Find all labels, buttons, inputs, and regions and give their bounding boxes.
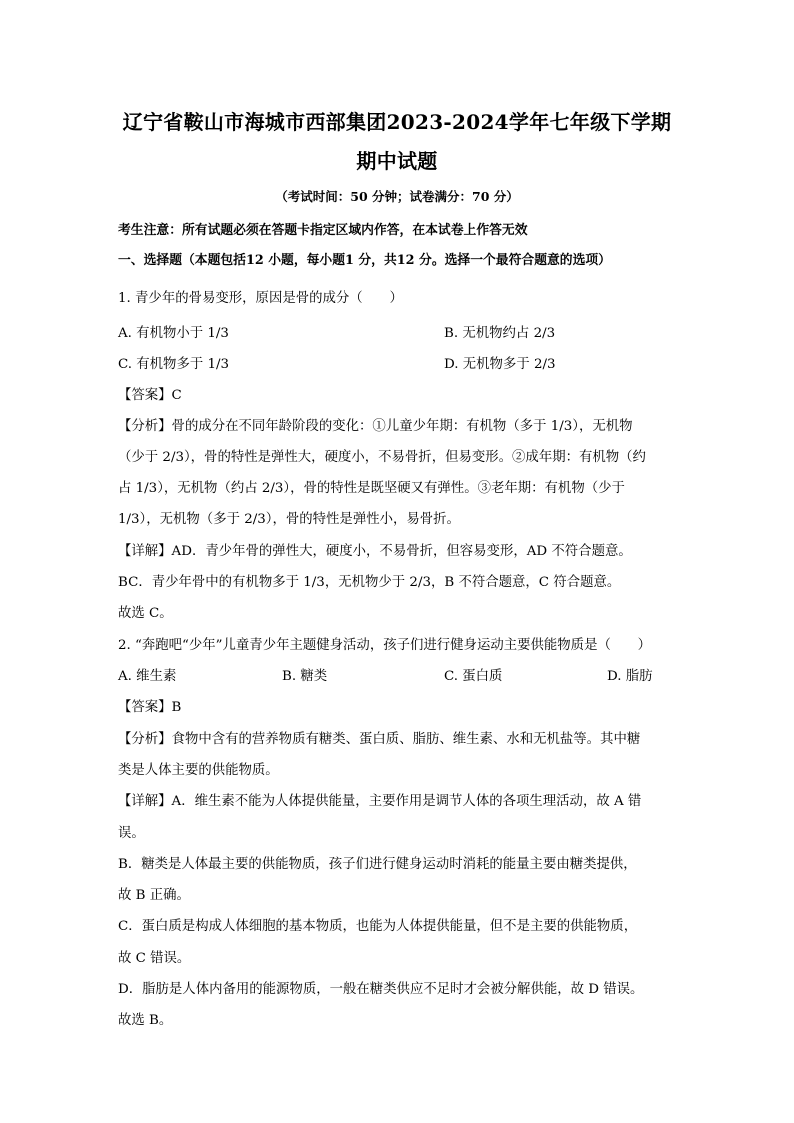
- q2-detail-line: D．脂肪是人体内备用的能源物质，一般在糖类供应不足时才会被分解供能，故 D 错误。: [118, 982, 644, 997]
- q1-analysis-line: 1/3），无机物（多于 2/3），骨的特性是弹性小，易骨折。: [118, 512, 460, 527]
- q1-detail-line: BC．青少年骨中的有机物多于 1/3，无机物少于 2/3，B 不符合题意，C 符合题意。: [118, 575, 621, 590]
- q2-detail-line: 故选 B。: [118, 1013, 173, 1028]
- q1-analysis-line: 占 1/3），无机物（约占 2/3），骨的特性是既坚硬又有弹性。③老年期：有机物（少于: [118, 481, 625, 496]
- q1-analysis-line: （少于 2/3），骨的特性是弹性大，硬度小，不易骨折，但易变形。②成年期：有机物（约: [118, 450, 646, 465]
- q1-option-c: C. 有机物多于 1/3: [118, 357, 230, 372]
- q2-detail-line: 【详解】A．维生素不能为人体提供能量，主要作用是调节人体的各项生理活动，故 A 错: [118, 794, 642, 809]
- q1-analysis-line: 【分析】骨的成分在不同年龄阶段的变化：①儿童少年期：有机物（多于 1/3），无机物: [118, 419, 633, 434]
- exam-info: （考试时间：50 分钟；试卷满分：70 分）: [275, 189, 519, 204]
- q2-option-c: C. 蛋白质: [444, 669, 503, 684]
- q2-option-b: B. 糖类: [282, 669, 328, 684]
- q2-option-a: A. 维生素: [118, 669, 177, 684]
- q1-answer: 【答案】C: [118, 388, 182, 403]
- page-title-line2: 期中试题: [356, 149, 438, 173]
- notice: 考生注意：所有试题必须在答题卡指定区域内作答，在本试卷上作答无效: [118, 223, 528, 238]
- q2-analysis-line: 【分析】食物中含有的营养物质有糖类、蛋白质、脂肪、维生素、水和无机盐等。其中糖: [118, 732, 641, 747]
- q2-detail-line: 误。: [118, 826, 145, 841]
- q2-detail-line: B．糖类是人体最主要的供能物质，孩子们进行健身运动时消耗的能量主要由糖类提供，: [118, 857, 637, 872]
- q2-detail-line: C．蛋白质是构成人体细胞的基本物质，也能为人体提供能量，但不是主要的供能物质，: [118, 919, 638, 934]
- q2-analysis-line: 类是人体主要的供能物质。: [118, 763, 279, 778]
- q1-detail-line: 【详解】AD．青少年骨的弹性大，硬度小，不易骨折，但容易变形，AD 不符合题意。: [118, 544, 632, 559]
- q1-detail-line: 故选 C。: [118, 606, 173, 621]
- question-1-stem: 1. 青少年的骨易变形，原因是骨的成分（ ）: [118, 291, 403, 306]
- section-heading: 一、选择题（本题包括12 小题，每小题1 分，共12 分。选择一个最符合题意的选项）: [118, 253, 611, 268]
- q1-option-d: D. 无机物多于 2/3: [444, 357, 556, 372]
- q2-detail-line: 故 C 错误。: [118, 951, 191, 966]
- q2-answer: 【答案】B: [118, 700, 182, 715]
- q1-option-a: A. 有机物小于 1/3: [118, 326, 229, 341]
- q1-option-b: B. 无机物约占 2/3: [444, 326, 556, 341]
- q2-detail-line: 故 B 正确。: [118, 888, 190, 903]
- q2-option-d: D. 脂肪: [607, 669, 653, 684]
- question-2-stem: 2. “奔跑吧“少年”儿童青少年主题健身活动，孩子们进行健身运动主要供能物质是（ ）: [118, 638, 652, 653]
- page-title: 辽宁省鞍山市海城市西部集团2023-2024学年七年级下学期: [122, 110, 672, 134]
